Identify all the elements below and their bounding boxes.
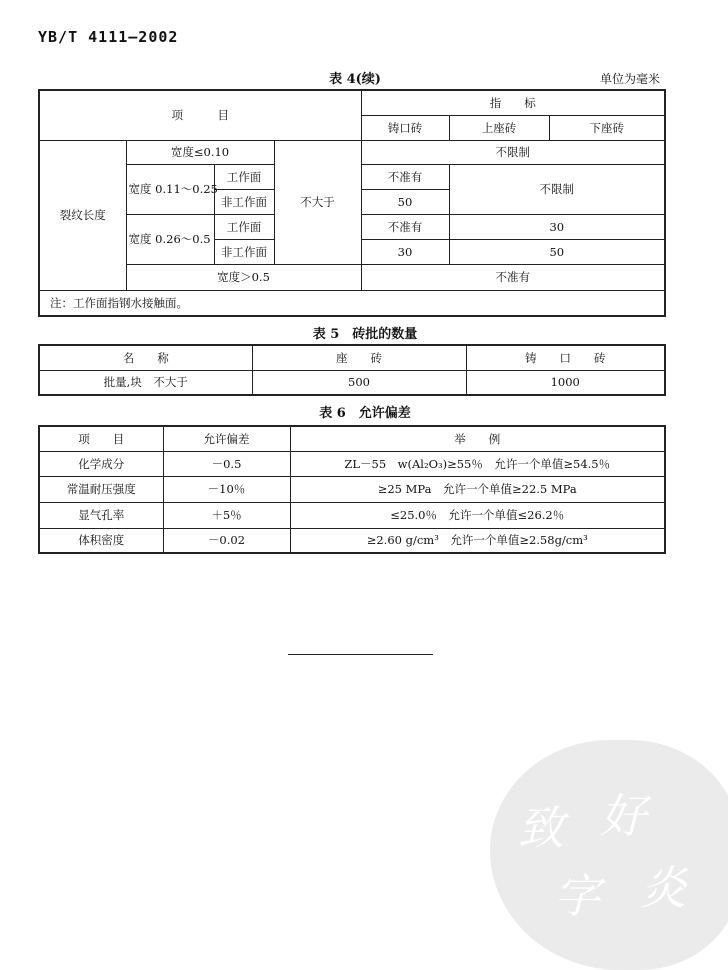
table-row (39, 502, 665, 528)
table6-example: ZL－55 w(Al₂O₃)≥55％ 允许一个单值≥54.5％ (290, 451, 665, 476)
table6-caption: 表 6 允许偏差 (319, 406, 411, 421)
table5-caption: 表 5 砖批的数量 (312, 327, 418, 342)
table4-unit: 单位为毫米 (600, 72, 661, 86)
w1-value: 不限制 (361, 140, 665, 164)
table4-item-header: 项 目 (39, 90, 361, 140)
w3-nonwork-face: 非工作面 (214, 239, 274, 264)
w2-nonwork-face: 非工作面 (214, 189, 274, 214)
table4 (38, 89, 666, 317)
w3-work-face: 工作面 (214, 214, 274, 239)
w3-work-others: 30 (449, 214, 665, 239)
width-0-26-0-5: 宽度 0.26～0.5 (126, 214, 214, 264)
w3-nonwork-cast: 30 (361, 239, 449, 264)
table6-header-tolerance: 允许偏差 (163, 426, 290, 451)
table6-header-item: 项 目 (39, 426, 163, 451)
width-0-11-0-25: 宽度 0.11～0.25 (126, 164, 214, 214)
table6-tolerance: －10％ (163, 476, 290, 502)
w3-work-cast: 不准有 (361, 214, 449, 239)
table4-indicator-header: 指 标 (361, 90, 665, 115)
table4-note: 注：工作面指钢水接触面。 (39, 290, 665, 316)
not-more-than-label: 不大于 (274, 140, 361, 264)
end-rule (288, 654, 433, 655)
table6-tolerance: ＋5％ (163, 502, 290, 528)
width-le-0-10: 宽度≤0.10 (126, 140, 274, 164)
table5-header-seat-brick: 座 砖 (252, 345, 466, 370)
table4-col-lower: 下座砖 (549, 115, 665, 140)
table-row (39, 476, 665, 502)
table5-header-cast-brick: 铸 口 砖 (466, 345, 665, 370)
document-code: YB/T 4111—2002 (38, 28, 179, 46)
table6-example: ≥2.60 g/cm³ 允许一个单值≥2.58g/cm³ (290, 528, 665, 553)
width-gt-0-5: 宽度＞0.5 (126, 264, 361, 290)
w4-value: 不准有 (361, 264, 665, 290)
table6-tolerance: －0.02 (163, 528, 290, 553)
w2-others: 不限制 (449, 164, 665, 214)
w3-nonwork-others: 50 (449, 239, 665, 264)
table5-batch-label: 批量,块 不大于 (39, 370, 252, 395)
seal-char: 炎 (640, 861, 686, 915)
w2-work-face: 工作面 (214, 164, 274, 189)
table5-cast-brick-value: 1000 (466, 370, 665, 395)
table6-item: 化学成分 (39, 451, 163, 476)
seal-watermark (490, 740, 728, 970)
seal-char: 字 (554, 869, 600, 923)
table4-col-upper: 上座砖 (449, 115, 549, 140)
table6-item: 常温耐压强度 (39, 476, 163, 502)
table6-example: ≥25 MPa 允许一个单值≥22.5 MPa (290, 476, 665, 502)
table6-item: 体积密度 (39, 528, 163, 553)
crack-length-label: 裂纹长度 (39, 140, 126, 290)
table5 (38, 344, 666, 396)
table-row (39, 451, 665, 476)
table4-caption: 表 4(续) (329, 72, 381, 87)
w2-nonwork-cast: 50 (361, 189, 449, 214)
seal-char: 致 (518, 801, 564, 855)
seal-char: 好 (600, 789, 646, 843)
table6-item: 显气孔率 (39, 502, 163, 528)
table6-header-example: 举 例 (290, 426, 665, 451)
table6-example: ≤25.0％ 允许一个单值≤26.2％ (290, 502, 665, 528)
table5-header-name: 名 称 (39, 345, 252, 370)
table6-tolerance: －0.5 (163, 451, 290, 476)
table-row (39, 528, 665, 553)
table6 (38, 425, 666, 554)
table4-col-cast: 铸口砖 (361, 115, 449, 140)
w2-work-cast: 不准有 (361, 164, 449, 189)
table5-seat-brick-value: 500 (252, 370, 466, 395)
